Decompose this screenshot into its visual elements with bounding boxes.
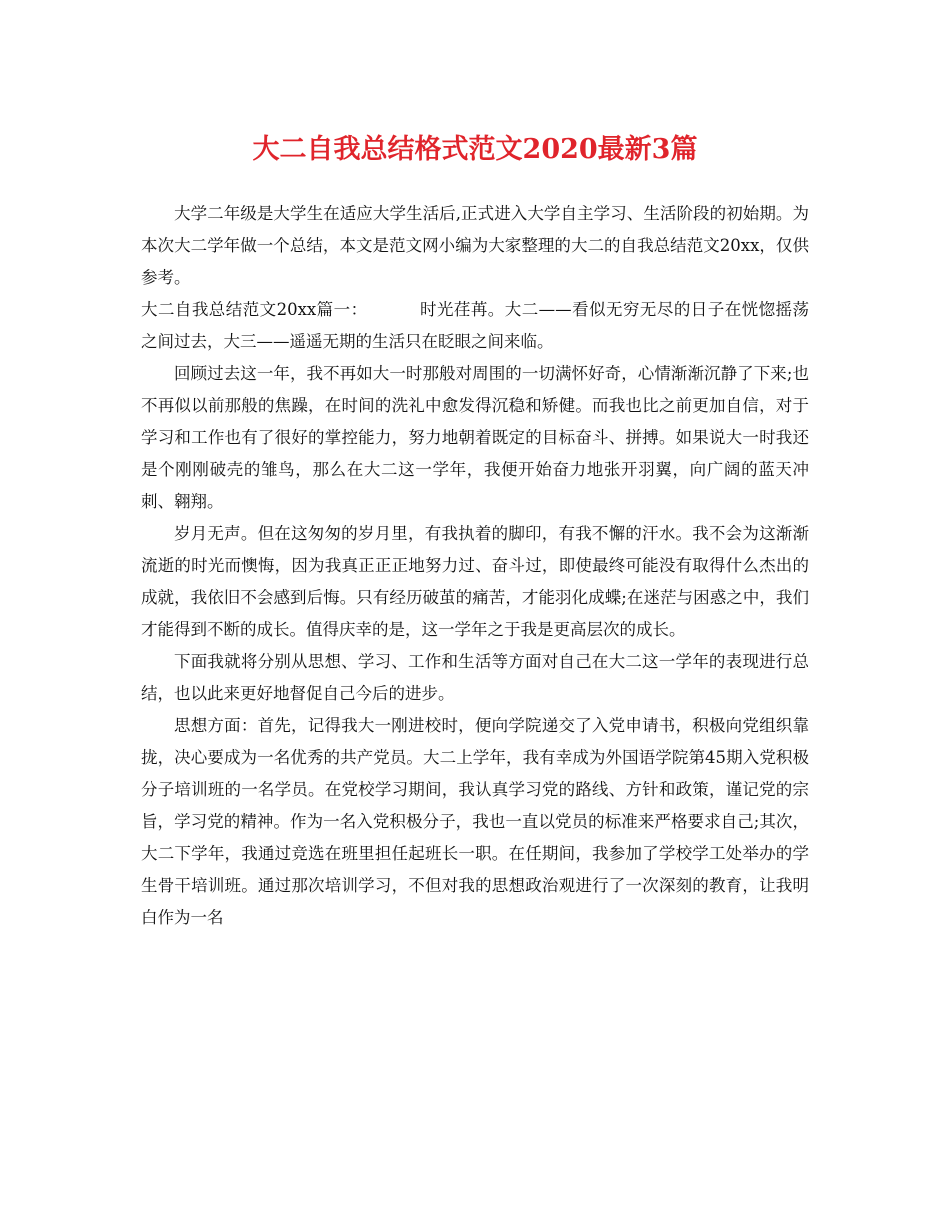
paragraph-section-start bbox=[141, 294, 809, 358]
section-heading: 大二自我总结范文20xx篇一： bbox=[141, 300, 368, 319]
document-body bbox=[141, 198, 809, 934]
document-title: 大二自我总结格式范文2020最新3篇 bbox=[252, 134, 698, 165]
paragraph-intro: 大学二年级是大学生在适应大学生活后,正式进入大学自主学习、生活阶段的初始期。为本次大二学年做一个总结，本文是范文网小编为大家整理的大二的自我总结范文20xx，仅供参考。 bbox=[141, 204, 809, 287]
paragraph-outline: 下面我就将分别从思想、学习、工作和生活等方面对自己在大二这一学年的表现进行总结，也以此来更好地督促自己今后的进步。 bbox=[141, 652, 809, 703]
paragraph-thought: 思想方面：首先，记得我大一刚进校时，便向学院递交了入党申请书，积极向党组织靠拢，决心要成为一名优秀的共产党员。大二上学年，我有幸成为外国语学院第45期入党积极分子培训班的一名学员。在党校学习期间，我认真学习党的路线、方针和政策，谨记党的宗旨，学习党的精神。作为一名入党积极分子，我也一直以党员的标准来严格要求自己;其次，大二下学年，我通过竞选在班里担任起班长一职。在任期间，我参加了学校学工处举办的学生骨干培训班。通过那次培训学习，不但对我的思想政治观进行了一次深刻的教育，让我明白作为一名 bbox=[141, 716, 809, 927]
section-intro: 时光荏苒。大二——看似无穷无尽的日子在恍惚摇荡之间过去，大三——遥遥无期的生活只在眨眼之间来临。 bbox=[141, 300, 810, 351]
paragraph-review: 回顾过去这一年，我不再如大一时那般对周围的一切满怀好奇，心情渐渐沉静了下来;也不再似以前那般的焦躁，在时间的洗礼中愈发得沉稳和矫健。而我也比之前更加自信，对于学习和工作也有了很好的掌控能力，努力地朝着既定的目标奋斗、拼搏。如果说大一时我还是个刚刚破壳的雏鸟，那么在大二这一学年，我便开始奋力地张开羽翼，向广阔的蓝天冲刺、翱翔。 bbox=[141, 364, 809, 511]
paragraph-years: 岁月无声。但在这匆匆的岁月里，有我执着的脚印，有我不懈的汗水。我不会为这渐渐流逝的时光而懊悔，因为我真正正正地努力过、奋斗过，即使最终可能没有取得什么杰出的成就，我依旧不会感到后悔。只有经历破茧的痛苦，才能羽化成蝶;在迷茫与困惑之中，我们才能得到不断的成长。值得庆幸的是，这一学年之于我是更高层次的成长。 bbox=[141, 524, 809, 639]
